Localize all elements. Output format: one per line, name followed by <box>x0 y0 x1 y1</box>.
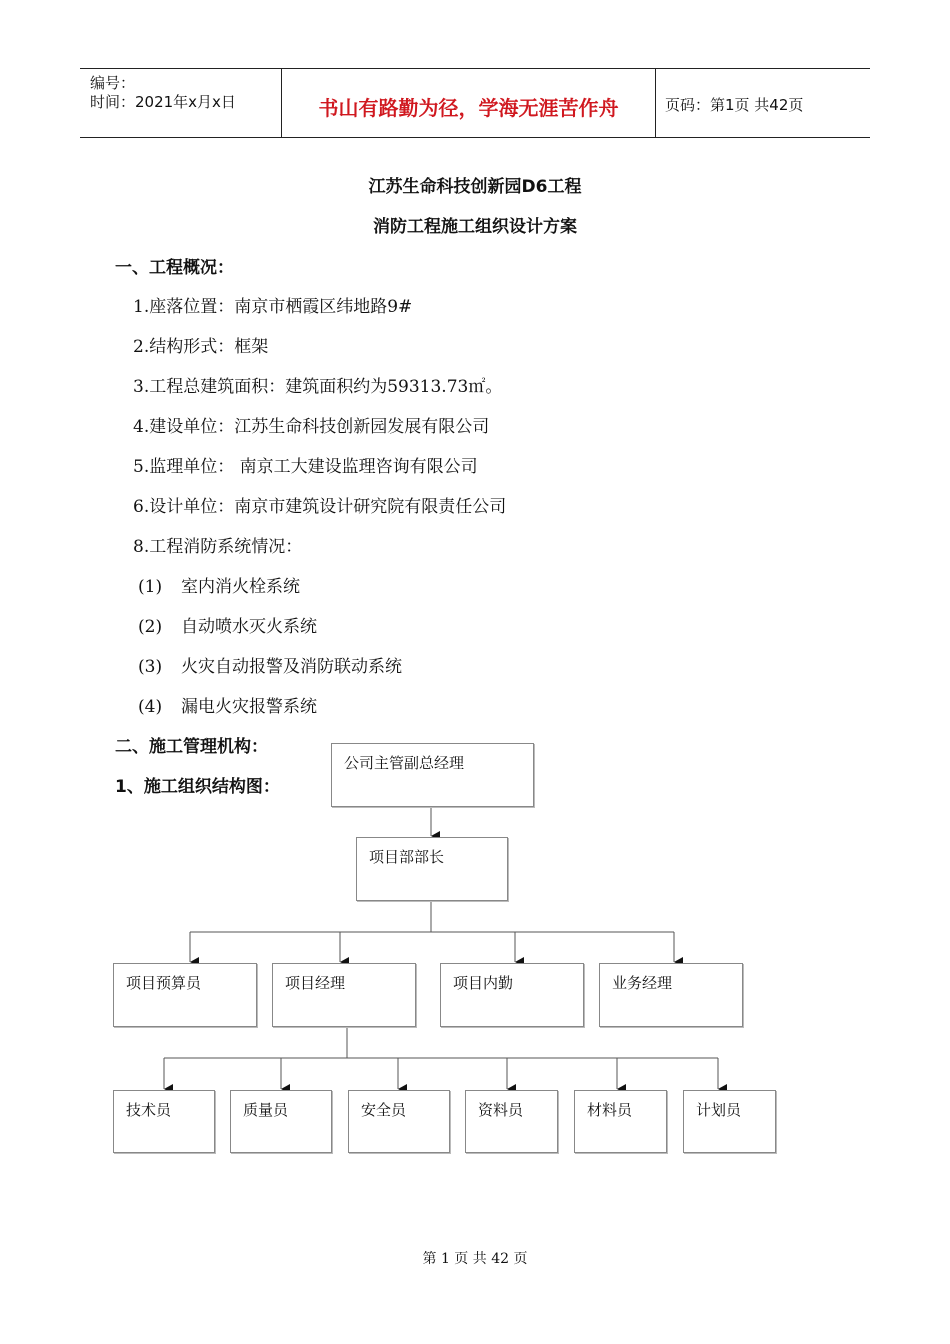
system-number: (2) <box>138 617 163 637</box>
org-box-office-clerk <box>440 963 584 1027</box>
overview-item: 8.工程消防系统情况： <box>133 537 303 557</box>
org-box-quality-officer <box>230 1090 332 1153</box>
system-number: (4) <box>138 697 163 717</box>
org-box-safety-officer <box>348 1090 450 1153</box>
org-box-label: 项目预算员 <box>126 974 202 992</box>
org-box-label: 质量员 <box>243 1101 289 1119</box>
doc-title-line2: 消防工程施工组织设计方案 <box>373 217 577 237</box>
org-box-label: 项目部部长 <box>369 848 445 866</box>
org-box-label: 资料员 <box>478 1101 524 1119</box>
number-label: 编号： <box>90 74 136 92</box>
system-number: (1) <box>138 577 163 597</box>
overview-item: 5.监理单位： 南京工大建设监理咨询有限公司 <box>133 457 478 477</box>
org-box-business-manager <box>599 963 743 1027</box>
overview-item: 6.设计单位：南京市建筑设计研究院有限责任公司 <box>133 497 507 517</box>
time-label: 时间：2021年x月x日 <box>90 93 236 111</box>
system-number: (3) <box>138 657 163 677</box>
org-box-dept-head <box>356 837 508 901</box>
overview-item: 1.座落位置：南京市栖霞区纬地路9# <box>133 297 413 317</box>
section1-heading: 一、工程概况： <box>115 258 234 278</box>
org-box-label: 公司主管副总经理 <box>344 754 465 772</box>
overview-item: 2.结构形式：框架 <box>133 337 269 357</box>
system-text: 漏电火灾报警系统 <box>181 697 317 717</box>
org-box-label: 材料员 <box>587 1101 633 1119</box>
org-box-label: 项目内勤 <box>453 974 514 992</box>
org-box-materials-officer <box>574 1090 667 1153</box>
org-box-vice-gm <box>331 743 534 807</box>
system-text: 室内消火栓系统 <box>181 577 300 597</box>
section2-heading: 二、施工管理机构： <box>115 737 268 757</box>
org-box-project-manager <box>272 963 416 1027</box>
page-footer: 第 1 页 共 42 页 <box>422 1251 528 1267</box>
motto-text: 书山有路勤为径，学海无涯苦作舟 <box>318 96 619 120</box>
org-box-label: 项目经理 <box>285 974 346 992</box>
org-box-label: 技术员 <box>126 1101 172 1119</box>
org-box-budget-officer <box>113 963 257 1027</box>
org-box-label: 计划员 <box>696 1101 742 1119</box>
org-box-technician <box>113 1090 215 1153</box>
org-box-label: 业务经理 <box>612 974 673 992</box>
page-info: 页码：第1页 共42页 <box>665 96 804 114</box>
org-box-records-officer <box>465 1090 558 1153</box>
system-text: 火灾自动报警及消防联动系统 <box>181 657 402 677</box>
doc-title-line1: 江苏生命科技创新园D6工程 <box>368 177 582 197</box>
overview-item: 4.建设单位：江苏生命科技创新园发展有限公司 <box>133 417 490 437</box>
org-chart-heading: 1、施工组织结构图： <box>115 777 280 797</box>
system-text: 自动喷水灭火系统 <box>181 617 317 637</box>
overview-item: 3.工程总建筑面积：建筑面积约为59313.73㎡。 <box>133 377 503 397</box>
org-box-planner <box>683 1090 776 1153</box>
org-box-label: 安全员 <box>361 1101 407 1119</box>
